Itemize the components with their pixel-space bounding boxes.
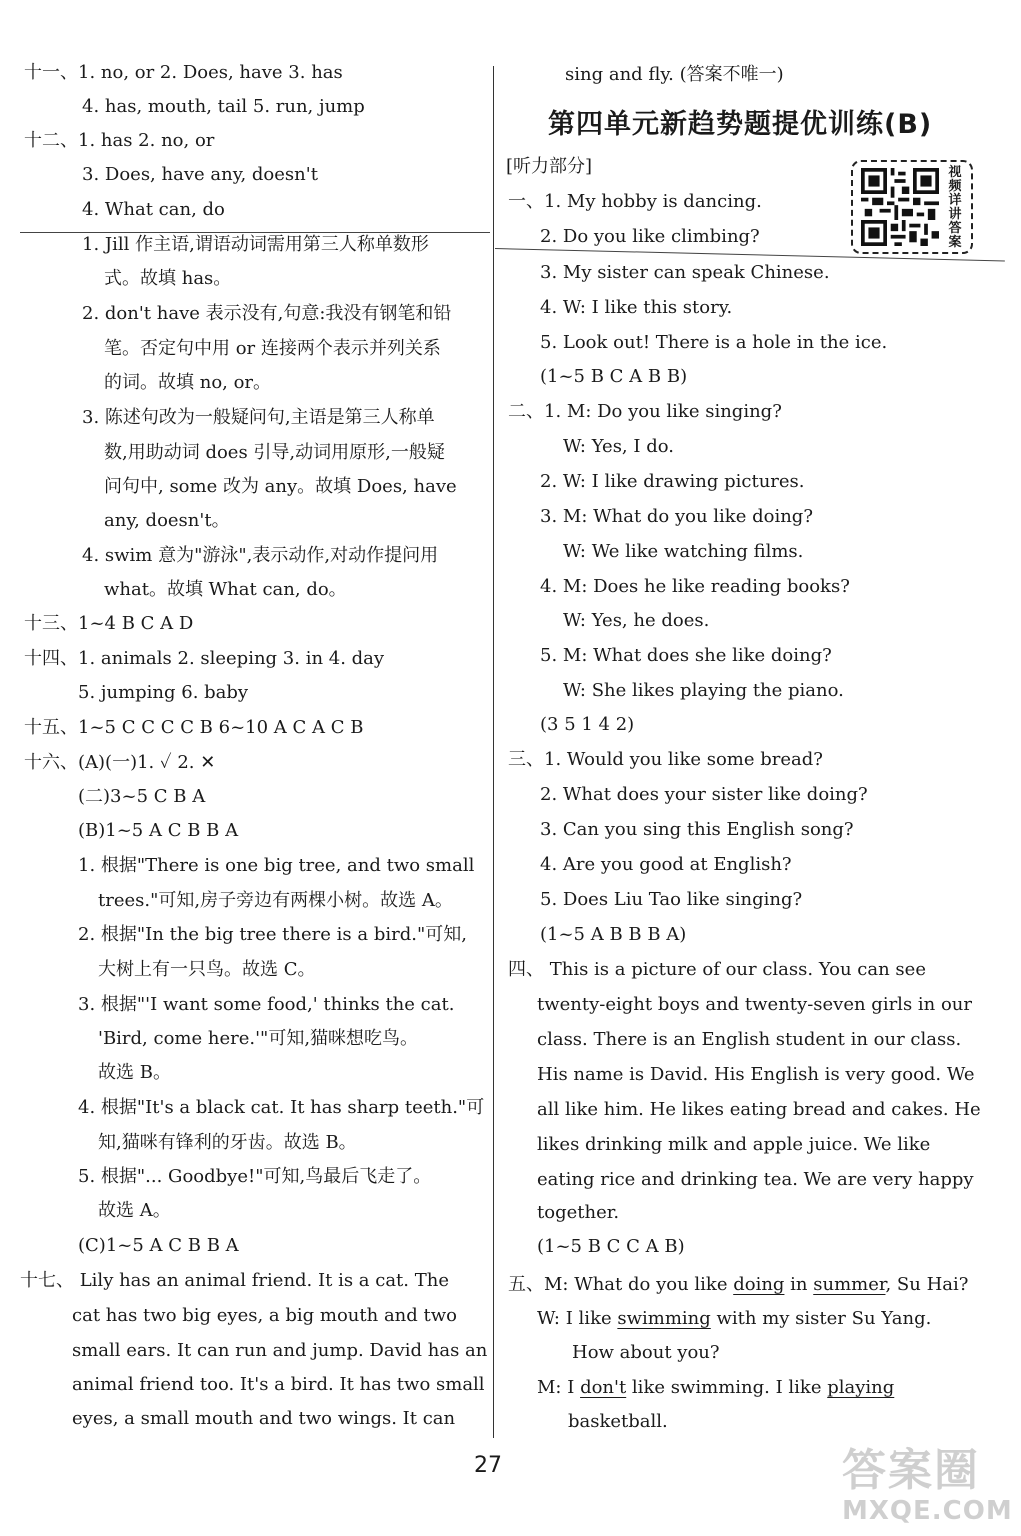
answer-line: 2. W: I like drawing pictures. bbox=[540, 471, 805, 492]
answer-line: 5. Look out! There is a hole in the ice. bbox=[540, 332, 888, 353]
answer-line: 四、 This is a picture of our class. You can see bbox=[508, 959, 926, 980]
watermark-top: 答案圈 bbox=[842, 1445, 980, 1496]
answer-line: 问句中, some 改为 any。故填 Does, have bbox=[104, 476, 457, 497]
answer-line: 十三、1~4 B C A D bbox=[24, 613, 194, 634]
dialogue5-line3: How about you? bbox=[572, 1342, 720, 1363]
answer-line: 5. M: What does she like doing? bbox=[540, 645, 832, 666]
unit-title: 第四单元新趋势题提优训练(B) bbox=[548, 109, 933, 140]
answer-line: 3. 陈述句改为一般疑问句,主语是第三人称单 bbox=[82, 407, 435, 428]
text-segment: with my sister Su Yang. bbox=[710, 1308, 932, 1329]
qr-code-icon bbox=[861, 168, 939, 246]
answer-line: animal friend too. It's a bird. It has two small bbox=[72, 1374, 485, 1395]
answer-line: what。故填 What can, do。 bbox=[104, 579, 347, 600]
column-divider bbox=[493, 66, 494, 1438]
underlined-answer: summer bbox=[813, 1274, 886, 1295]
answer-line: any, doesn't。 bbox=[104, 510, 230, 531]
answer-line: 4. swim 意为"游泳",表示动作,对动作提问用 bbox=[82, 545, 439, 566]
answer-line: 5. 根据"... Goodbye!"可知,鸟最后飞走了。 bbox=[78, 1166, 432, 1187]
dialogue5-line1 bbox=[508, 1270, 968, 1300]
answer-line: twenty-eight boys and twenty-seven girls in our bbox=[537, 994, 973, 1015]
watermark-bottom: MXQE.COM bbox=[842, 1496, 1013, 1526]
answer-line: 4. What can, do bbox=[82, 199, 225, 220]
answer-line: 'Bird, come here.'"可知,猫咪想吃鸟。 bbox=[98, 1028, 419, 1049]
answer-line: cat has two big eyes, a big mouth and two bbox=[72, 1305, 457, 1326]
answer-line: W: Yes, he does. bbox=[563, 610, 710, 631]
answer-line: (C)1~5 A C B B A bbox=[78, 1235, 239, 1256]
answer-line: eating rice and drinking tea. We are very happy bbox=[537, 1169, 974, 1190]
answer-line: 2. Do you like climbing? bbox=[540, 226, 760, 247]
listening-section-tag: [听力部分] bbox=[506, 156, 593, 177]
site-watermark-logo bbox=[842, 1446, 1014, 1530]
text-segment: M: I bbox=[537, 1377, 581, 1398]
answer-line: all like him. He likes eating bread and cakes. He bbox=[537, 1099, 981, 1120]
answer-line: 2. What does your sister like doing? bbox=[540, 784, 868, 805]
answer-line: (3 5 1 4 2) bbox=[540, 714, 635, 735]
answer-line: 5. jumping 6. baby bbox=[78, 682, 249, 703]
answer-line: 的词。故填 no, or。 bbox=[104, 372, 272, 393]
answer-line: 三、1. Would you like some bread? bbox=[508, 749, 823, 770]
answer-line: 4. Are you good at English? bbox=[540, 854, 792, 875]
answer-line: 故选 B。 bbox=[98, 1062, 171, 1083]
answer-line: 3. 根据"'I want some food,' thinks the cat. bbox=[78, 994, 455, 1015]
answer-line: 4. has, mouth, tail 5. run, jump bbox=[82, 96, 365, 117]
underlined-answer: swimming bbox=[617, 1308, 711, 1329]
text-segment: in bbox=[784, 1274, 814, 1295]
answer-line: 2. don't have 表示没有,句意:我没有钢笔和铅 bbox=[82, 303, 452, 324]
underlined-answer: don't bbox=[580, 1377, 627, 1398]
answer-line: W: We like watching films. bbox=[563, 541, 804, 562]
answer-line: 知,猫咪有锋利的牙齿。故选 B。 bbox=[98, 1132, 357, 1153]
answer-line: small ears. It can run and jump. David has an bbox=[72, 1340, 488, 1361]
answer-line: 1. Jill 作主语,谓语动词需用第三人称单数形 bbox=[82, 234, 429, 255]
answer-line: 十六、(A)(一)1. ✓ 2. ✕ bbox=[24, 752, 216, 773]
underlined-answer: playing bbox=[827, 1377, 895, 1398]
text-segment: like swimming. I like bbox=[626, 1377, 828, 1398]
answer-line: 一、1. My hobby is dancing. bbox=[508, 191, 762, 212]
answer-line: 5. Does Liu Tao like singing? bbox=[540, 889, 803, 910]
qr-side-label: 视频详讲答案 bbox=[948, 165, 962, 250]
answer-line: 4. M: Does he like reading books? bbox=[540, 576, 850, 597]
answer-line: 4. W: I like this story. bbox=[540, 297, 733, 318]
answer-line: (1~5 A B B B A) bbox=[540, 924, 687, 945]
answer-line: 笔。否定句中用 or 连接两个表示并列关系 bbox=[104, 338, 441, 359]
dialogue5-line2 bbox=[537, 1304, 931, 1334]
answer-line: 十四、1. animals 2. sleeping 3. in 4. day bbox=[24, 648, 385, 669]
answer-line: 大树上有一只鸟。故选 C。 bbox=[98, 959, 316, 980]
answer-line: 3. My sister can speak Chinese. bbox=[540, 262, 830, 283]
answer-line: 二、1. M: Do you like singing? bbox=[508, 401, 782, 422]
answer-line: 3. Can you sing this English song? bbox=[540, 819, 854, 840]
dialogue5-line5: basketball. bbox=[568, 1411, 668, 1432]
answer-line: likes drinking milk and apple juice. We like bbox=[537, 1134, 931, 1155]
answer-line: 十二、1. has 2. no, or bbox=[24, 130, 215, 151]
underlined-answer: doing bbox=[733, 1274, 785, 1295]
answer-line: trees."可知,房子旁边有两棵小树。故选 A。 bbox=[98, 890, 453, 911]
answer-line: 故选 A。 bbox=[98, 1200, 171, 1221]
answer-line: W: Yes, I do. bbox=[563, 436, 674, 457]
answer-line: 数,用助动词 does 引导,动词用原形,一般疑 bbox=[104, 442, 445, 463]
continued-line: sing and fly. (答案不唯一) bbox=[565, 64, 784, 85]
answer-line: (1~5 B C A B B) bbox=[540, 366, 688, 387]
answer-line: 1. 根据"There is one big tree, and two small bbox=[78, 855, 475, 876]
page-number: 27 bbox=[474, 1453, 502, 1478]
answer-line: 3. M: What do you like doing? bbox=[540, 506, 813, 527]
answer-line: class. There is an English student in our class. bbox=[537, 1029, 962, 1050]
answer-line: 4. 根据"It's a black cat. It has sharp teeth."可 bbox=[78, 1097, 485, 1118]
text-segment: , Su Hai? bbox=[885, 1274, 969, 1295]
answer-line: eyes, a small mouth and two wings. It can bbox=[72, 1408, 456, 1429]
answer-line: (B)1~5 A C B B A bbox=[78, 820, 239, 841]
answer-line: 式。故填 has。 bbox=[104, 268, 232, 289]
answer-line: 十一、1. no, or 2. Does, have 3. has bbox=[24, 62, 343, 83]
qr-code-box[interactable] bbox=[851, 160, 973, 254]
answer-line: His name is David. His English is very good. We bbox=[537, 1064, 975, 1085]
answer-line: 2. 根据"In the big tree there is a bird."可知, bbox=[78, 924, 467, 945]
answer-line: 十五、1~5 C C C C B 6~10 A C A C B bbox=[24, 717, 364, 738]
dialogue5-line4 bbox=[537, 1373, 894, 1403]
text-segment: 五、M: What do you like bbox=[508, 1274, 734, 1295]
answer-line: (1~5 B C C A B) bbox=[537, 1236, 685, 1257]
answer-line: W: She likes playing the piano. bbox=[563, 680, 844, 701]
answer-line: 3. Does, have any, doesn't bbox=[82, 164, 318, 185]
text-segment: W: I like bbox=[537, 1308, 618, 1329]
answer-line: together. bbox=[537, 1202, 620, 1223]
answer-line: 十七、 Lily has an animal friend. It is a cat. The bbox=[20, 1270, 449, 1291]
answer-line: (二)3~5 C B A bbox=[78, 786, 206, 807]
